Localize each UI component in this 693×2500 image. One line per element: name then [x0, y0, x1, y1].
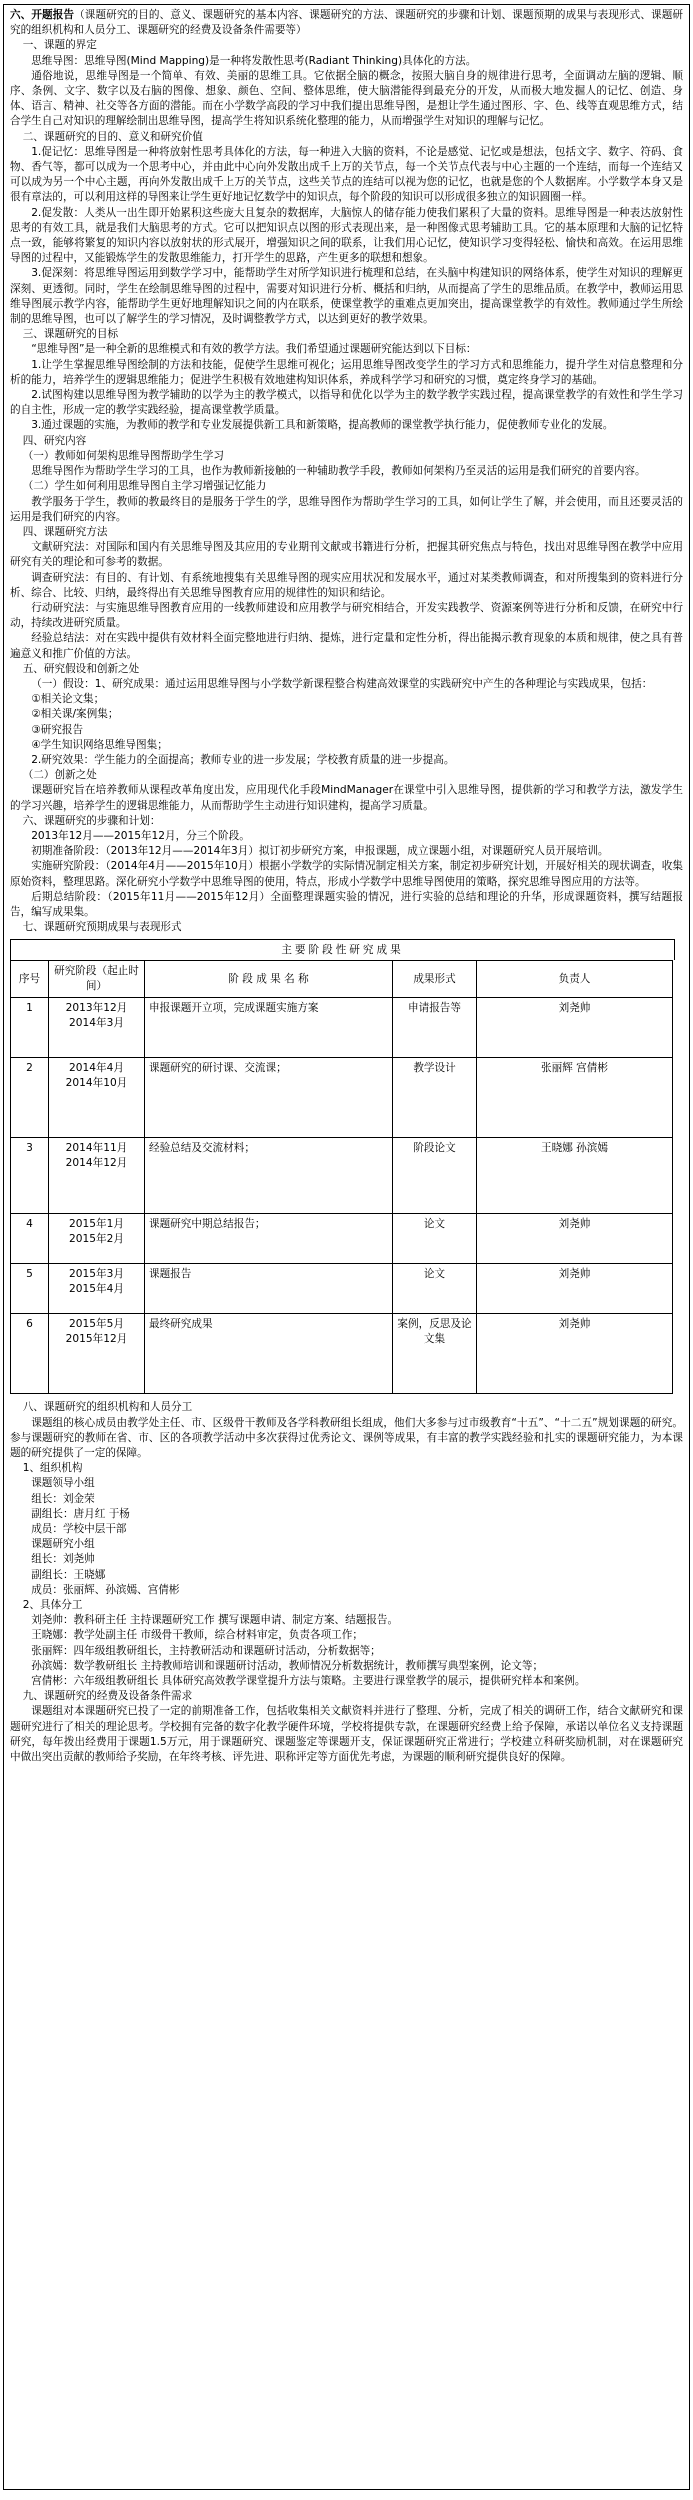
- period-start: 2015年3月: [69, 1268, 124, 1281]
- section-3-para: 2.试图构建以思维导图为教学辅助的以学为主的教学模式，以指导和优化以学为主的数学教学实践过程，提高课堂教学的有效性和学生学习的自主性，形成一定的教学实践经验，提高课堂教学质量。: [10, 389, 683, 417]
- table-caption: 主要阶段性研究成果: [10, 939, 675, 960]
- section-4-subtitle: （二）学生如何利用思维导图自主学习增强记忆能力: [22, 480, 267, 493]
- section-7-para: 2013年12月——2015年12月，分三个阶段。: [31, 829, 250, 842]
- table-header-row: [11, 961, 673, 998]
- cell-period: [49, 1314, 145, 1394]
- cell-period: [49, 1138, 145, 1214]
- section-7-para: 实施研究阶段：（2014年4月——2015年10月）根据小学数学的实际情况制定相关方案，制定初步研究计划，开展好相关的现状调查，收集原始资料，整理思路。深化研究小学数学中思维导图的使用，特点，形成小学数学中思维导图使用的策略，探究思维导图应用的方法等。: [10, 860, 683, 888]
- cell-name: 课题研究中期总结报告；: [145, 1214, 393, 1264]
- section-5-para: 文献研究法：对国际和国内有关思维导图及其应用的专业期刊文献或书籍进行分析，把握其研究焦点与特色，找出对思维导图在教学中应用研究有关的理论和可参考的数据。: [10, 541, 683, 569]
- cell-period: [49, 1214, 145, 1264]
- results-table: [10, 960, 673, 1394]
- section-2-title: 二、课题研究的目的、意义和研究价值: [22, 130, 203, 143]
- period-end: 2015年4月: [69, 1283, 124, 1296]
- cell-period: [49, 998, 145, 1058]
- period-end: 2014年12月: [65, 1157, 128, 1170]
- duty-line: 宫倩彬：六年级组教研组长 具体研究高效教学课堂提升方法与策略。主要进行课堂教学的展示，提供研究样本和案例。: [31, 1675, 586, 1688]
- cell-owner: 张丽辉 宫倩彬: [477, 1058, 673, 1138]
- cell-form: 论文: [393, 1214, 477, 1264]
- header-owner: 负责人: [477, 961, 673, 998]
- period-start: 2014年11月: [65, 1142, 128, 1155]
- section-2-para: 1.促记忆：思维导图是一种将放射性思考具体化的方法，每一种进入大脑的资料，不论是感觉、记忆或是想法，包括文字、数字、符码、食物、香气等，都可以成为一个思考中心，并由此中心向外发散出成千上万的关节点，每一个关节点代表与中心主题的一个连结，而每一个连结又可以成为另一个中心主题，再向外发散出成千上万的关节点，这些关节点的连结可以视为您的记忆，也就是您的个人数据库。小学数学本身又是很有章法的，可以利用这样的导图来让学生更好地记忆数学中的知识点，每个阶段的知识可以形成很多独立的知识圆圈一样。: [10, 145, 683, 204]
- org-line: 组长：刘尧帅: [31, 1553, 95, 1566]
- section-1-title: 一、课题的界定: [22, 39, 97, 52]
- section-3-para: 1.让学生掌握思维导图绘制的方法和技能，促使学生思维可视化；运用思维导图改变学生的学习方式和思维能力，提升学生对信息整理和分析的能力，培养学生的逻辑思维能力；促进学生积极有效地建构知识体系，养成科学学习和研究的习惯，奠定终身学习的基础。: [10, 358, 683, 386]
- section-6-para: （一）假设：1、研究成果：通过运用思维导图与小学数学新课程整合构建高效课堂的实践研究中产生的各种理论与实践成果，包括：: [31, 677, 653, 690]
- table-row: [11, 1138, 673, 1214]
- table-row: [11, 1314, 673, 1394]
- section-2-para: 2.促发散：人类从一出生即开始累积这些庞大且复杂的数据库，大脑惊人的储存能力使我们累积了大量的资料。思维导图是一种表达放射性思考的有效工具，就是我们大脑思考的方式。它可以把知识点以图的形式表现出来，是一种图像式思考辅助工具。它的基本原理和大脑的记忆特点一致，能够将繁复的知识内容以放射状的形式展开，增强知识之间的联系，让我们用心记忆，使知识学习变得轻松、愉快和高效。在运用思维导图的过程中，又能锻炼学生的发散思维能力，打开学生的思路，产生更多的联想和想象。: [10, 206, 683, 265]
- cell-owner: 刘尧帅: [477, 1264, 673, 1314]
- cell-seq: 1: [11, 998, 49, 1058]
- table-row: [11, 1058, 673, 1138]
- section-4-para: 教学服务于学生，教师的教最终目的是服务于学生的学，思维导图作为帮助学生学习的工具，如何让学生了解，并会使用，而且还要灵活的运用是我们研究的内容。: [10, 495, 683, 523]
- cell-seq: 6: [11, 1314, 49, 1394]
- duty-line: 王晓娜：教学处副主任 市级骨干教师，综合材料审定，负责各项工作；: [31, 1629, 363, 1642]
- section-4-subtitle: （一）教师如何架构思维导图帮助学生学习: [22, 449, 224, 462]
- cell-seq: 2: [11, 1058, 49, 1138]
- period-start: 2013年12月: [65, 1002, 128, 1015]
- section-9-title: 八、课题研究的组织机构和人员分工: [22, 1401, 193, 1414]
- org-line: 组长：刘金荣: [31, 1492, 95, 1505]
- section-6-para: 2.研究效果：学生能力的全面提高；教师专业的进一步发展；学校教育质量的进一步提高。: [31, 753, 455, 766]
- section-2-para: 3.促深刻：将思维导图运用到数学学习中，能帮助学生对所学知识进行梳理和总结，在头脑中构建知识的网络体系，使学生对知识的理解更深刻、更透彻。同时，学生在绘制思维导图的过程中，需要对知识进行分析、概括和归纳，从而提高了学生的思维品质。在教学中，教师运用思维导图展示教学内容，能帮助学生更好地理解知识之间的内在联系，使课堂教学的重难点更加突出，提高课堂教学的有效性。教师通过学生所绘制的思维导图，也可以了解学生的学习情况，及时调整教学方式，以达到更好的教学效果。: [10, 267, 683, 326]
- section-10-title: 九、课题研究的经费及设备条件需求: [22, 1690, 193, 1703]
- period-start: 2015年1月: [69, 1218, 124, 1231]
- cell-form: 阶段论文: [393, 1138, 477, 1214]
- section-6-title: 五、研究假设和创新之处: [22, 662, 140, 675]
- org-line: 成员：学校中层干部: [31, 1523, 127, 1536]
- section-6-para: 课题研究旨在培养教师从课程改革角度出发，应用现代化手段MindManager在课堂中引入思维导图，提供新的学习和教学方法，激发学生的学习兴趣，培养学生的逻辑思维能力，从而帮助学生主动进行知识建构，提高学习质量。: [10, 784, 683, 812]
- section-1-para: 思维导图：思维导图(Mind Mapping)是一种将发散性思考(Radiant Thinking)具体化的方法。: [31, 54, 477, 67]
- section-3-title: 三、课题研究的目标: [22, 328, 119, 341]
- period-end: 2015年12月: [65, 1333, 128, 1346]
- period-end: 2014年3月: [69, 1017, 124, 1030]
- section-8-title: 七、课题研究预期成果与表现形式: [22, 921, 182, 934]
- cell-name: 课题研究的研讨课、交流课；: [145, 1058, 393, 1138]
- cell-owner: 刘尧帅: [477, 1314, 673, 1394]
- cell-name: 最终研究成果: [145, 1314, 393, 1394]
- header-period: 研究阶段（起止时间）: [49, 961, 145, 998]
- cell-form: 案例，反思及论文集: [393, 1314, 477, 1394]
- header-seq: 序号: [11, 961, 49, 998]
- section-5-title: 四、课题研究方法: [22, 525, 108, 538]
- section-3-para: “思维导图”是一种全新的思维模式和有效的教学方法。我们希望通过课题研究能达到以下目标：: [31, 343, 477, 356]
- report-heading-note: （课题研究的目的、意义、课题研究的基本内容、课题研究的方法、课题研究的步骤和计划、课题预期的成果与表现形式、课题研究的组织机构和人员分工、课题研究的经费及设备条件需要等）: [10, 9, 684, 37]
- org-line: 成员：张丽辉、孙滨嫣、宫倩彬: [31, 1583, 180, 1596]
- cell-owner: 刘尧帅: [477, 1214, 673, 1264]
- org-line: 副组长：王晓娜: [31, 1568, 106, 1581]
- section-6-subtitle: （二）创新之处: [22, 769, 97, 782]
- document-page: [3, 4, 690, 2490]
- section-3-para: 3.通过课题的实施，为教师的教学和专业发展提供新工具和新策略，提高教师的课堂教学执行能力，促使教师专业化的发展。: [31, 419, 614, 432]
- cell-seq: 3: [11, 1138, 49, 1214]
- header-form: 成果形式: [393, 961, 477, 998]
- section-4-para: 思维导图作为帮助学生学习的工具，也作为教师新接触的一种辅助教学手段，教师如何架构乃至灵活的运用是我们研究的首要内容。: [31, 465, 646, 478]
- section-7-para: 后期总结阶段：（2015年11月——2015年12月）全面整理课题实验的情况，进行实验的总结和理论的升华，形成课题资料，撰写结题报告，编写成果集。: [10, 890, 683, 918]
- duty-line: 孙滨嫣：数学教研组长 主持教师培训和课题研讨活动，教师情况分析数据统计，教师撰写典型案例，论文等；: [31, 1659, 544, 1672]
- section-5-para: 经验总结法：对在实践中提供有效材料全面完整地进行归纳、提炼，进行定量和定性分析，得出能揭示教育现象的本质和规律，使之具有普遍意义和推广价值的方法。: [10, 632, 683, 660]
- section-6-list-item: ②相关课/案例集；: [31, 708, 119, 721]
- section-10-para: 课题组对本课题研究已投了一定的前期准备工作，包括收集相关文献资料并进行了整理、分析，完成了相关的调研工作，结合文献研究和课题研究进行了相关的理论思考。学校拥有完备的数字化教学硬件环境，学校将提供专款，在课题研究经费上给予保障，承诺以单位名义支持课题研究，每年拨出经费用于课题1.5万元，用于课题研究、课题鉴定等课题开支，保证课题研究正常进行；学校建立科研奖励机制，对在课题研究中做出突出贡献的教师给予奖励，在年终考核、评先进、职称评定等方面优先考虑，为课题的顺利研究提供良好的保障。: [10, 1705, 683, 1764]
- cell-seq: 4: [11, 1214, 49, 1264]
- cell-form: 论文: [393, 1264, 477, 1314]
- cell-owner: 王晓娜 孙滨嫣: [477, 1138, 673, 1214]
- section-7-title: 六、课题研究的步骤和计划：: [22, 814, 161, 827]
- cell-form: 申请报告等: [393, 998, 477, 1058]
- section-1-para: 通俗地说，思维导图是一个简单、有效、美丽的思维工具。它依据全脑的概念，按照大脑自身的规律进行思考，全面调动左脑的逻辑、顺序、条例、文字、数字以及右脑的图像、想象、颜色、空间、整体思维，使大脑潜能得到最充分的开发，从而极大地发掘人的记忆、创造、身体、语言、精神、社交等各方面的潜能。而在小学数学高段的学习中我们提出思维导图，是想让学生通过图形、字、色、线等直观思维方式，结合学生自己对知识的理解绘制出思维导图，提高学生将知识系统化整理的能力，从而增强学生对知识的理解与记忆。: [10, 69, 683, 128]
- duty-line: 张丽辉：四年级组教研组长，主持教研活动和课题研讨活动，分析数据等；: [31, 1644, 381, 1657]
- section-4-title: 四、研究内容: [22, 434, 87, 447]
- report-heading-label: 六、开题报告: [10, 9, 75, 21]
- cell-name: 课题报告: [145, 1264, 393, 1314]
- header-name: 阶 段 成 果 名 称: [145, 961, 393, 998]
- section-6-list-item: ④学生知识网络思维导图集；: [31, 738, 168, 751]
- duty-line: 刘尧帅：教科研主任 主持课题研究工作 撰写课题申请、制定方案、结题报告。: [31, 1614, 399, 1627]
- cell-period: [49, 1058, 145, 1138]
- section-6-list-item: ①相关论文集；: [31, 693, 105, 706]
- period-end: 2014年10月: [65, 1077, 128, 1090]
- cell-period: [49, 1264, 145, 1314]
- section-7-para: 初期准备阶段：（2013年12月——2014年3月）拟订初步研究方案，申报课题，成立课题小组，对课题研究人员开展培训。: [31, 845, 609, 858]
- org-line: 课题研究小组: [31, 1538, 95, 1551]
- period-start: 2015年5月: [69, 1318, 124, 1331]
- table-row: [11, 1264, 673, 1314]
- period-start: 2014年4月: [69, 1062, 124, 1075]
- cell-seq: 5: [11, 1264, 49, 1314]
- cell-name: 经验总结及交流材料；: [145, 1138, 393, 1214]
- period-end: 2015年2月: [69, 1233, 124, 1246]
- cell-owner: 刘尧帅: [477, 998, 673, 1058]
- section-6-list-item: ③研究报告: [31, 723, 84, 736]
- section-5-para: 行动研究法：与实施思维导图教育应用的一线教师建设和应用教学与研究相结合，开发实践教学、资源案例等进行分析和反馈，在研究中行动，持续改进研究质量。: [10, 601, 683, 630]
- cell-form: 教学设计: [393, 1058, 477, 1138]
- org-line: 课题领导小组: [31, 1477, 95, 1490]
- cell-name: 申报课题开立项，完成课题实施方案: [145, 998, 393, 1058]
- section-9-subtitle: 2、具体分工: [22, 1599, 83, 1612]
- section-9-para: 课题组的核心成员由教学处主任、市、区级骨干教师及各学科教研组长组成，他们大多参与过市级教育“十五”、“十二五”规划课题的研究。参与课题研究的教师在省、市、区的各项教学活动中多次获得过优秀论文、课例等成果，有丰富的教学实践经验和扎实的课题研究能力，为本课题的研究提供了一定的保障。: [10, 1416, 683, 1459]
- section-9-subtitle: 1、组织机构: [22, 1462, 83, 1475]
- org-line: 副组长：唐月红 于杨: [31, 1507, 130, 1520]
- section-5-para: 调查研究法：有目的、有计划、有系统地搜集有关思维导图的现实应用状况和发展水平，通过对某类教师调查，和对所搜集到的资料进行分析、综合、比较、归纳，最终得出有关思维导图教育应用的规律性的知识和结论。: [10, 571, 683, 599]
- table-row: [11, 1214, 673, 1264]
- report-heading: [10, 8, 683, 38]
- table-row: [11, 998, 673, 1058]
